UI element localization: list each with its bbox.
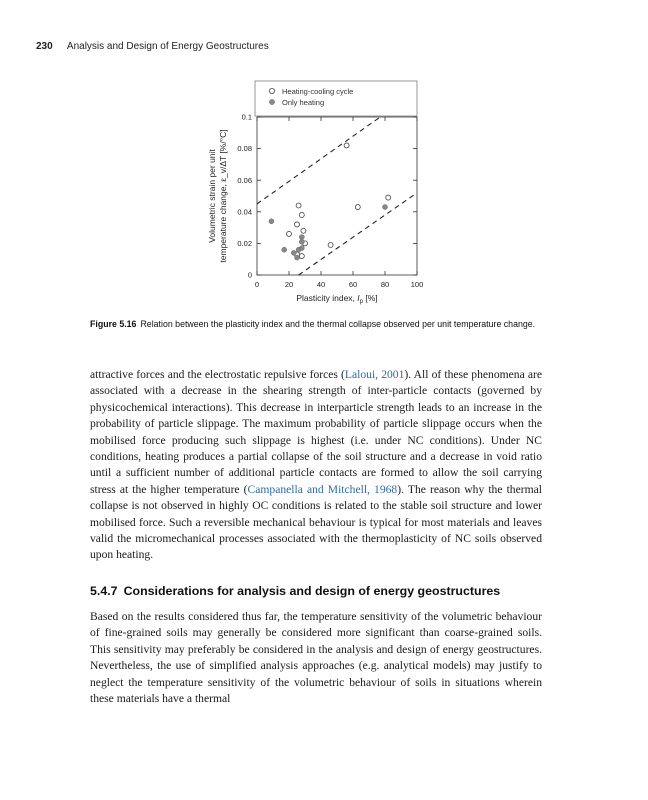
figure-5-16 (130, 72, 450, 312)
point-heating-cooling (344, 143, 349, 148)
para1-text-1: attractive forces and the electrostatic repulsive forces ( (90, 368, 345, 381)
section-heading (90, 584, 500, 598)
x-tick-label: 0 (254, 280, 260, 289)
data-points (269, 143, 391, 260)
x-tick-label: 100 (410, 280, 424, 289)
plot-frame (257, 117, 417, 275)
page-number: 230 (36, 41, 53, 52)
legend (255, 81, 417, 116)
point-only-heating (299, 246, 304, 251)
legend-marker-filled (269, 99, 274, 104)
figure-caption (90, 318, 552, 331)
point-heating-cooling (299, 254, 304, 259)
legend-label-only-heating: Only heating (282, 98, 325, 107)
para1-text-3: ). The reason why the thermal collapse is not observed in highly OC conditions is related to the stable soil structure and lower mobilised force. Such a reversible mechanical behaviour is typical for most materials and leaves valid the micromechanical processes associated with the thermoplasticity of NC soils observed upon heating. (90, 482, 542, 562)
point-heating-cooling (328, 242, 333, 247)
point-heating-cooling (295, 222, 300, 227)
point-heating-cooling (355, 205, 360, 210)
para1-text-2: ). All of these phenomena are associated with a decrease in the shearing strength of inter-particle contacts (governed by physicochemical interactions). This decrease in interparticle strength leads to an increase in the probability of particle slippage. The maximum probability of particle slippage occurs when the mobilised force producing such slippage is highest (i.e. under NC conditions). Under NC conditions, heating produces a partial collapse of the soil structure and a decrease in void ratio until a sufficient number of additional particle contacts are formed to allow the soil carrying stress at the higher temperature ( (90, 368, 543, 496)
body-paragraph-1 (90, 367, 542, 564)
scatter-chart (130, 72, 450, 312)
figure-label: Figure 5.16 (90, 319, 137, 329)
y-tick-labels (237, 113, 252, 280)
section-title: Considerations for analysis and design of energy geostructures (123, 584, 501, 598)
axis-ticks (257, 117, 417, 275)
point-heating-cooling (386, 195, 391, 200)
y-tick-label: 0.08 (237, 144, 252, 154)
y-tick-label: 0.1 (241, 112, 252, 122)
x-axis-label: Plasticity index, $I_p$ [%] (296, 293, 378, 305)
bound-lines (257, 117, 417, 275)
point-only-heating (269, 219, 274, 224)
legend-label-heating-cooling: Heating-cooling cycle (282, 87, 354, 96)
y-tick-label: 0 (247, 270, 252, 280)
y-tick-label: 0.02 (237, 239, 252, 248)
x-tick-label: 80 (380, 280, 390, 289)
point-only-heating (299, 239, 304, 244)
citation-laloui-2001[interactable]: Laloui, 2001 (344, 368, 405, 381)
point-heating-cooling (299, 212, 304, 217)
point-only-heating (299, 235, 304, 240)
y-tick-label: 0.06 (237, 175, 252, 185)
x-tick-label: 40 (316, 280, 326, 289)
figure-caption-text: Relation between the plasticity index and the thermal collapse observed per unit temperature change. (140, 319, 536, 329)
body-paragraph-2: Based on the results considered thus far, the temperature sensitivity of the volumetric behaviour of fine-grained soils may generally be considered more significant than coarse-grained soils. This sensitivity may preferably be considered in the analysis and design of energy geostructures. Nevertheless, the use of simplified analysis approaches (e.g. analytical models) may justify to neglect the temperature sensitivity of the volumetric behaviour of soils in situations wherein these materials have a thermal (90, 610, 542, 706)
x-tick-labels (255, 280, 423, 289)
point-only-heating (282, 247, 287, 252)
point-heating-cooling (287, 231, 292, 236)
x-tick-label: 20 (284, 280, 294, 289)
running-head (36, 41, 269, 52)
legend-marker-open (269, 88, 274, 93)
section-number: 5.4.7 (90, 584, 118, 598)
running-title: Analysis and Design of Energy Geostructures (66, 41, 269, 52)
citation-campanella-mitchell-1968[interactable]: Campanella and Mitchell, 1968 (247, 482, 398, 496)
y-axis-label-line2: temperature change, ε_v/ΔT [%/°C] (218, 129, 228, 263)
point-only-heating (291, 250, 296, 255)
y-tick-label: 0.04 (237, 207, 252, 217)
y-axis-label-line1: Volumetric strain per unit (207, 149, 217, 243)
x-tick-label: 60 (348, 280, 358, 289)
point-only-heating (295, 255, 300, 260)
upper-bound-line (257, 117, 380, 204)
point-heating-cooling (301, 228, 306, 233)
point-heating-cooling (296, 203, 301, 208)
point-only-heating (383, 205, 388, 210)
